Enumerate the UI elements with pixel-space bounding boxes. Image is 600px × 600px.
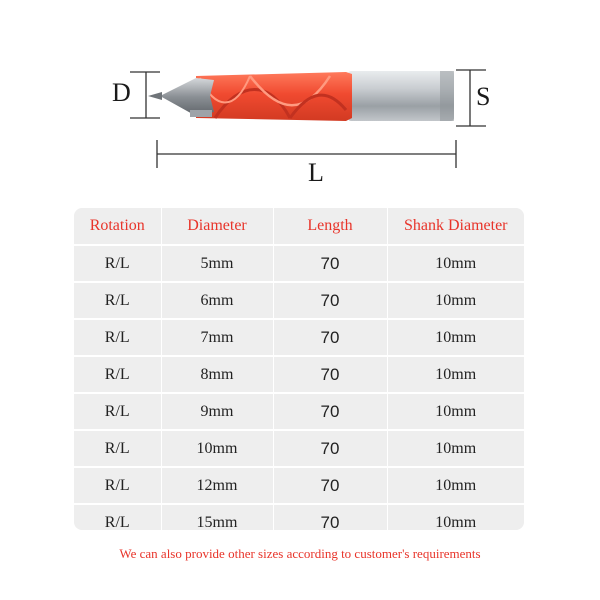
table-row bbox=[74, 393, 524, 430]
table-row bbox=[74, 319, 524, 356]
header-rotation: Rotation bbox=[74, 208, 161, 245]
cell-shank-diameter: 10mm bbox=[387, 282, 524, 319]
cell-diameter: 15mm bbox=[161, 504, 273, 530]
cell-shank-diameter: 10mm bbox=[387, 504, 524, 530]
table-row bbox=[74, 467, 524, 504]
cell-shank-diameter: 10mm bbox=[387, 430, 524, 467]
cell-diameter: 12mm bbox=[161, 467, 273, 504]
cell-diameter: 8mm bbox=[161, 356, 273, 393]
cell-rotation: R/L bbox=[74, 430, 161, 467]
table-row bbox=[74, 504, 524, 530]
length-label: L bbox=[308, 158, 324, 187]
drill-bit-diagram bbox=[0, 0, 600, 200]
cell-rotation: R/L bbox=[74, 245, 161, 282]
cell-length: 70 bbox=[273, 467, 387, 504]
spec-table bbox=[74, 208, 524, 530]
header-length: Length bbox=[273, 208, 387, 245]
cell-diameter: 7mm bbox=[161, 319, 273, 356]
cell-rotation: R/L bbox=[74, 319, 161, 356]
cell-length: 70 bbox=[273, 282, 387, 319]
cell-diameter: 5mm bbox=[161, 245, 273, 282]
shank-shape bbox=[348, 71, 454, 121]
cell-shank-diameter: 10mm bbox=[387, 319, 524, 356]
cell-rotation: R/L bbox=[74, 393, 161, 430]
cell-diameter: 6mm bbox=[161, 282, 273, 319]
cell-length: 70 bbox=[273, 319, 387, 356]
cell-rotation: R/L bbox=[74, 467, 161, 504]
cell-length: 70 bbox=[273, 504, 387, 530]
cell-shank-diameter: 10mm bbox=[387, 467, 524, 504]
cell-rotation: R/L bbox=[74, 356, 161, 393]
cell-shank-diameter: 10mm bbox=[387, 393, 524, 430]
cell-rotation: R/L bbox=[74, 504, 161, 530]
cell-length: 70 bbox=[273, 393, 387, 430]
cell-length: 70 bbox=[273, 430, 387, 467]
custom-size-note: We can also provide other sizes according to customer's requirements bbox=[119, 546, 481, 561]
table-row bbox=[74, 282, 524, 319]
cell-rotation: R/L bbox=[74, 282, 161, 319]
cell-diameter: 10mm bbox=[161, 430, 273, 467]
diameter-label: D bbox=[112, 78, 131, 107]
cell-length: 70 bbox=[273, 245, 387, 282]
cell-shank-diameter: 10mm bbox=[387, 245, 524, 282]
table-row bbox=[74, 356, 524, 393]
table-header-row bbox=[74, 208, 524, 245]
cell-length: 70 bbox=[273, 356, 387, 393]
table-row bbox=[74, 430, 524, 467]
cell-diameter: 9mm bbox=[161, 393, 273, 430]
drill-bit-icon bbox=[0, 0, 600, 200]
shank-label: S bbox=[476, 82, 491, 111]
header-diameter: Diameter bbox=[161, 208, 273, 245]
cell-shank-diameter: 10mm bbox=[387, 356, 524, 393]
table-row bbox=[74, 245, 524, 282]
header-shank-diameter: Shank Diameter bbox=[403, 217, 508, 234]
